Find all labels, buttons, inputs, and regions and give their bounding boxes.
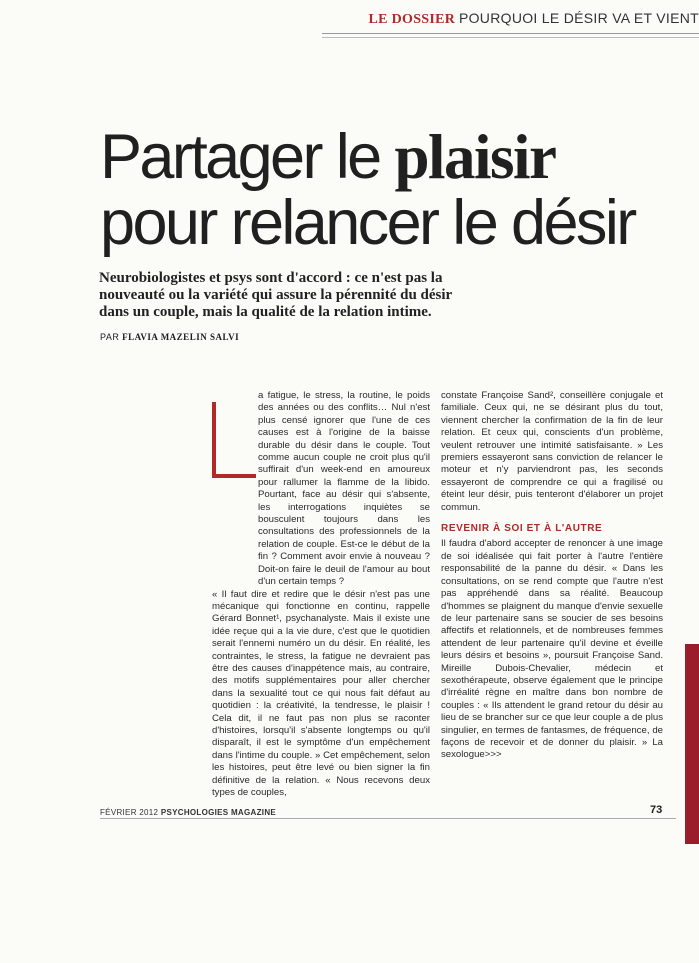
title-line-1-text: Partager le — [100, 122, 395, 192]
body-paragraph — [212, 390, 430, 589]
body-paragraph: « Il faut dire et redire que le désir n'est pas une mécanique qui fonctionne en continu, rappelle Gérard Bonnet¹, psychanalyste. Mais il existe une idée reçue qui a la vie dure, c'est que le quotidien serait l'ennemi numéro un du désir. En réalité, les contraintes, le stress, la fatigue ne devraient pas être des causes d'inappétence mais, au contraire, des motifs supplémentaires pour aller chercher dans la sexualité tout ce qui nous fait défaut au quotidien : la créativité, la tendresse, le plaisir ! Cela dit, il ne faut pas non plus se raconter d'histoires, lorsqu'il s'absente longtemps ou qu'il disparaît, il est le symptôme d'un empêchement dans l'intime du couple. » Cet empêchement, selon les histoires, peut être levé ou bien signer la fin définitive de la relation. « Nous recevons deux types de couples, — [212, 588, 430, 798]
standfirst: Neurobiologistes et psys sont d'accord : ce n'est pas la nouveauté ou la variété qui assure la pérennité du désir dans un couple, mais la qualité de la relation intime. — [99, 270, 452, 320]
topic-label: POURQUOI LE DÉSIR VA ET VIENT — [458, 10, 699, 26]
header-rule-secondary — [322, 37, 699, 38]
article-title — [100, 124, 690, 256]
byline — [100, 332, 239, 342]
subheading: REVENIR À SOI ET À L'AUTRE — [441, 523, 603, 535]
page-edge-tab — [685, 644, 699, 844]
title-emphasis: plaisir — [394, 122, 556, 192]
running-head — [369, 10, 699, 28]
page-footer — [100, 808, 276, 817]
body-column-1 — [212, 390, 430, 799]
paragraph-text: a fatigue, le stress, la routine, le poids des années ou des conflits… Nul n'est plus censé ignorer que l'une de ces causes est à l'origine de la baisse durable du désir dans le couple. Tout comme aucun couple ne croit plus qu'il suffirait d'un week-end en amoureux pour rallumer la flamme de la libido. Pourtant, face au désir qui s'absente, les interrogations inquiètes se bousculent toujours dans les consultations des professionnels de la relation de couple. Est-ce le début de la fin ? Comment avoir envie à nouveau ? Doit-on faire le deuil de l'amour au bout d'un certain temps ? — [258, 390, 430, 588]
body-paragraph: constate Françoise Sand², conseillère conjugale et familiale. Ceux qui, ne se désirant plus du tout, viennent chercher la confirmation de la fin de leur relation. Et ceux qui, conscients d'un problème, veulent retrouver une intimité satisfaisante. » Les premiers essayeront sans conviction de relancer le moteur et n'y parviendront pas, les seconds essayeront de comprendre ce qui a fragilisé ou éteint leur désir, puis tenteront d'élaborer un projet commun. — [441, 390, 663, 513]
dropcap-paragraph — [212, 390, 430, 589]
byline-prefix: PAR — [100, 332, 120, 342]
title-line-1 — [100, 124, 690, 190]
title-line-2: pour relancer le désir — [100, 188, 635, 258]
footer-date: FÉVRIER 2012 — [100, 808, 159, 817]
section-label: LE DOSSIER — [368, 12, 456, 27]
header-rule — [322, 33, 699, 34]
footer-rule — [100, 818, 676, 819]
body-paragraph: Il faudra d'abord accepter de renoncer à une image de soi idéalisée qui fait porter à l'autre l'entière responsabilité de la panne du désir. « Dans les consultations, on se rend compte que l'autre n'est pas appréhendé dans sa réalité. Beaucoup d'hommes se plaignent du manque d'envie sexuelle de leur partenaire sans se soucier de ses besoins affectifs et relationnels, et de nombreuses femmes attendent de leur partenaire qu'il devine et éveille leurs désirs et besoins », poursuit Françoise Sand. Mireille Dubois-Chevalier, médecin et sexothérapeute, observe également que le principe d'irréalité règne en maître dans bon nombre de couples : « Ils attendent le grand retour du désir au lieu de se brancher sur ce que leur couple a de plus singulier, en termes de fantasmes, de fréquence, de façons de recevoir et de donner du plaisir. » La sexologue>>> — [441, 538, 663, 761]
page-number: 73 — [650, 804, 663, 816]
byline-author: FLAVIA MAZELIN SALVI — [122, 332, 240, 342]
body-column-2 — [441, 390, 663, 762]
footer-magazine: PSYCHOLOGIES MAGAZINE — [160, 808, 277, 817]
